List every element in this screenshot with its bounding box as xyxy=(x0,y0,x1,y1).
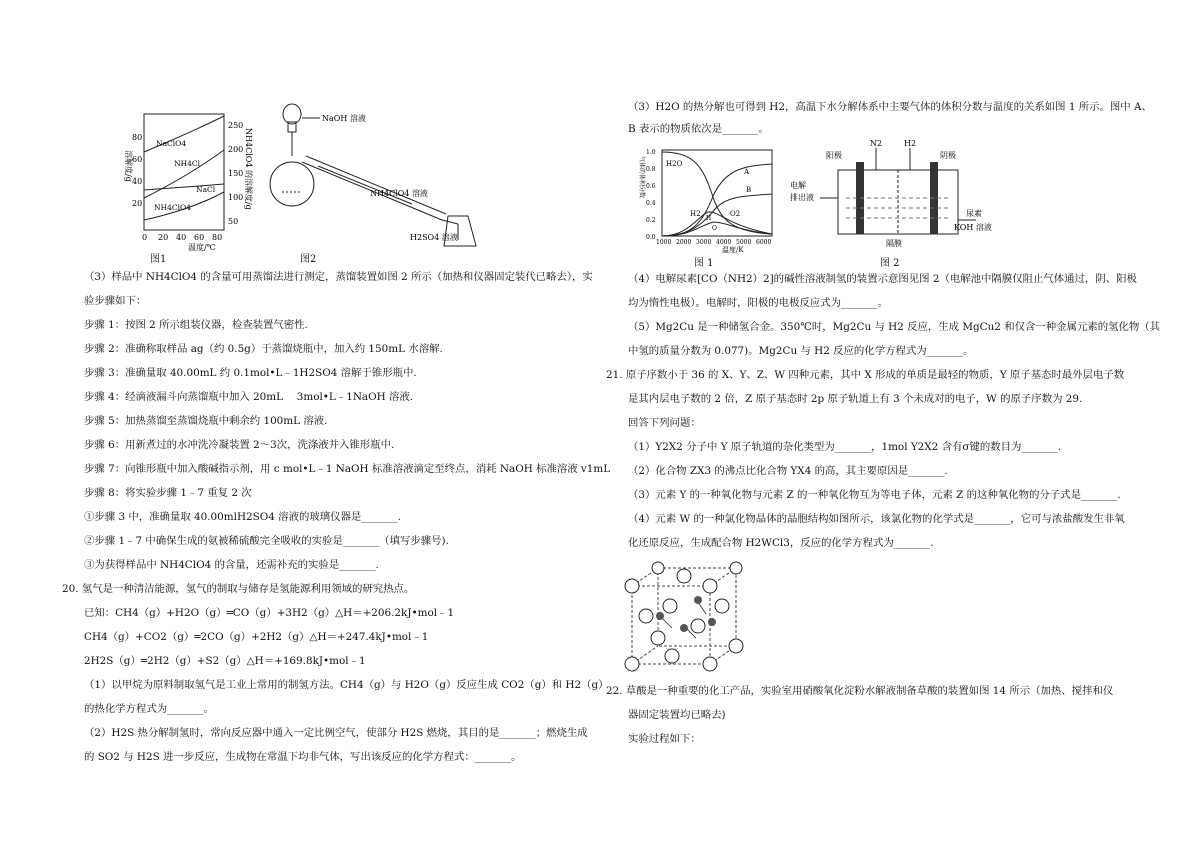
left-text-line: CH4（g）+CO2（g）═2CO（g）+2H2（g）△H＝+247.4kJ•mol﹣1 xyxy=(84,631,429,643)
curve-label: H2 xyxy=(690,210,701,218)
y-tick: 0.2 xyxy=(646,217,656,224)
left-text-line: 步骤 8：将实验步骤 1﹣7 重复 2 次 xyxy=(84,487,252,499)
h2so4-label: H2SO4 溶液 xyxy=(410,233,458,242)
left-text-line: （1）以甲烷为原料制取氢气是工业上常用的制氢方法。CH4（g）与 H2O（g）反应生成 CO2（g）和 H2（g） xyxy=(84,679,609,691)
left-text-line: 验步骤如下： xyxy=(84,295,147,307)
left-text-line: 步骤 4：经滴液漏斗向蒸馏瓶中加入 20mL 3mol•L﹣1NaOH 溶液. xyxy=(84,391,414,403)
anode-label: 阳极 xyxy=(826,151,842,160)
right-text-line: （3）元素 Y 的一种氧化物与元素 Z 的一种氧化物互为等电子体，元素 Z 的这种氧化物的分子式是_______. xyxy=(628,489,1121,501)
right-tick: 100 xyxy=(228,193,244,202)
x-tick: 5000 xyxy=(736,239,752,246)
right-tick: 50 xyxy=(228,217,239,226)
x-tick: 2000 xyxy=(676,239,692,246)
membrane-label: 隔膜 xyxy=(886,239,902,248)
x-tick: 60 xyxy=(194,233,205,242)
right-text-line: 实验过程如下： xyxy=(628,733,701,745)
x-tick: 4000 xyxy=(716,239,732,246)
figA-caption: 图 1 xyxy=(694,258,714,269)
right-text-line: （3）H2O 的热分解也可得到 H2，高温下水分解体系中主要气体的体积分数与温度的关系如图 1 所示。图中 A、 xyxy=(628,101,1152,113)
nh4clo4-label: NH4ClO4 溶液 xyxy=(370,189,428,198)
left-text-line: 步骤 7：向锥形瓶中加入酸碱指示剂，用 c mol•L﹣1 NaOH 标准溶液滴定至终点，消耗 NaOH 标准溶液 v1mL xyxy=(84,463,611,475)
y-label-left: 溶解度/g xyxy=(124,150,133,182)
right-tick: 200 xyxy=(228,145,244,154)
x-tick: 40 xyxy=(176,233,187,242)
y-tick: 0.4 xyxy=(646,200,656,207)
curve-label: NH4Cl xyxy=(174,159,201,168)
volume-fraction-chart xyxy=(632,144,782,254)
curve-label: NH4ClO4 xyxy=(154,203,191,212)
left-text-line: 步骤 5：加热蒸馏至蒸馏烧瓶中剩余约 100mL 溶液. xyxy=(84,415,328,427)
left-text-line: ①步骤 3 中，准确量取 40.00mlH2SO4 溶液的玻璃仪器是_______. xyxy=(84,511,401,523)
question-22-heading: 22. 草酸是一种重要的化工产品，实验室用硝酸氧化淀粉水解液制备草酸的装置如图 14 所示（加热、搅拌和仪 xyxy=(606,685,1114,697)
y-tick: 0.0 xyxy=(646,234,656,241)
right-text-line: 器固定装置均已略去) xyxy=(628,709,726,721)
right-column xyxy=(606,0,1161,848)
curve-label: A xyxy=(744,168,750,176)
right-text-line: （1）Y2X2 分子中 Y 原子轨道的杂化类型为_______，1mol Y2X2 含有σ键的数目为_______. xyxy=(628,441,1062,453)
outflow-label: 排出液 xyxy=(790,193,814,202)
right-tick: 250 xyxy=(228,121,244,130)
curve-label: H2O xyxy=(666,160,683,168)
y-tick: 1.0 xyxy=(646,149,656,156)
left-tick: 20 xyxy=(132,199,143,208)
solubility-chart xyxy=(92,110,252,250)
x-tick: 80 xyxy=(212,233,223,242)
curve-b xyxy=(662,194,772,236)
left-text-line: 步骤 3：准确量取 40.00mL 约 0.1mol•L﹣1H2SO4 溶解于锥形瓶中. xyxy=(84,367,417,379)
figB-caption: 图 2 xyxy=(880,258,900,269)
naoh-label: NaOH 溶液 xyxy=(322,114,366,123)
right-tick: 150 xyxy=(228,169,244,178)
y-tick: 0.8 xyxy=(646,166,656,173)
curve-a xyxy=(662,164,772,236)
curve-label: NaCl xyxy=(196,185,216,194)
right-text-line: 化还原反应，生成配合物 H2WCl3，反应的化学方程式为_______. xyxy=(628,537,934,549)
left-text-line: 的热化学方程式为_______。 xyxy=(84,703,214,715)
left-text-line: ③为获得样品中 NH4ClO4 的含量，还需补充的实验是_______. xyxy=(84,559,379,571)
left-text-line: 步骤 1：按图 2 所示组装仪器，检查装置气密性. xyxy=(84,319,308,331)
left-text-line: 2H2S（g）═2H2（g）+S2（g）△H＝+169.8kJ•mol﹣1 xyxy=(84,655,366,667)
x-label: 温度/K xyxy=(722,246,744,254)
outflow-label: 电解 xyxy=(790,181,806,190)
left-text-line: （3）样品中 NH4ClO4 的含量可用蒸馏法进行测定，蒸馏装置如图 2 所示（加热和仪器固定装代已略去），实 xyxy=(84,271,593,283)
y-label-right: NH4ClO4 的溶解度/g xyxy=(244,128,253,210)
n2-label: N2 xyxy=(870,139,883,148)
cathode-label: 阴极 xyxy=(940,151,956,160)
h2-label: H2 xyxy=(904,139,917,148)
left-text-line: 步骤 2：准确称取样品 ag（约 0.5g）于蒸馏烧瓶中，加入约 150mL 水溶解. xyxy=(84,343,443,355)
right-text-line: 回答下列问题： xyxy=(628,417,701,429)
right-text-line: B 表示的物质依次是_______。 xyxy=(628,123,769,135)
x-tick: 0 xyxy=(142,233,148,242)
left-tick: 80 xyxy=(132,133,143,142)
curve-label: B xyxy=(746,186,752,194)
x-tick: 3000 xyxy=(696,239,712,246)
right-text-line: 中氢的质量分数为 0.077)。Mg2Cu 与 H2 反应的化学方程式为_______。 xyxy=(628,345,974,357)
curve-label: O2 xyxy=(730,210,741,218)
distillation-apparatus xyxy=(262,96,502,254)
left-text-line: （2）H2S 热分解制氢时，常向反应器中通入一定比例空气，使部分 H2S 燃烧，其目的是_______；燃烧生成 xyxy=(84,727,588,739)
curve-label: NaClO4 xyxy=(156,139,187,148)
fig2-caption: 图2 xyxy=(300,254,317,265)
x-tick: 20 xyxy=(158,233,169,242)
right-text-line: 是其内层电子数的 2 倍，Z 原子基态时 2p 原子轨道上有 3 个未成对的电子，W 的原子序数为 29. xyxy=(628,393,1083,405)
right-text-line: 均为惰性电极）。电解时，阳极的电极反应式为_______。 xyxy=(628,297,888,309)
inflow-label: 尿素 xyxy=(966,209,982,218)
question-21-heading: 21. 原子序数小于 36 的 X、Y、Z、W 四种元素，其中 X 形成的单质是最轻的物质，Y 原子基态时最外层电子数 xyxy=(606,369,1125,381)
right-text-line: （2）化合物 ZX3 的沸点比化合物 YX4 的高，其主要原因是_______. xyxy=(628,465,948,477)
electrolysis-cell xyxy=(790,138,1010,258)
left-text-line: 步骤 6：用新煮过的水冲洗冷凝装置 2～3次，洗涤液并入锥形瓶中. xyxy=(84,439,395,451)
y-tick: 0.6 xyxy=(646,183,656,190)
x-label: 温度/℃ xyxy=(188,243,216,252)
right-text-line: （4）电解尿素[CO（NH2）2]的碱性溶液制氢的装置示意图见图 2（电解池中隔膜仅阻止气体通过，阴、阳极 xyxy=(628,273,1137,285)
left-tick: 60 xyxy=(132,155,143,164)
right-text-line: （5）Mg2Cu 是一种储氢合金。350℃时，Mg2Cu 与 H2 反应，生成 MgCu2 和仅含一种金属元素的氢化物（其 xyxy=(628,321,1161,333)
x-tick: 1000 xyxy=(656,239,672,246)
curve-label: H xyxy=(706,215,712,222)
left-text-line: ②步骤 1﹣7 中确保生成的氨被稀硫酸完全吸收的实验是_______（填写步骤号). xyxy=(84,535,449,547)
question-20-heading: 20. 氢气是一种清洁能源，氢气的制取与储存是氢能源利用领域的研究热点。 xyxy=(62,583,415,595)
left-text-line: 的 SO2 与 H2S 进一步反应，生成物在常温下均非气体，写出该反应的化学方程式：_______。 xyxy=(84,751,522,763)
x-tick: 6000 xyxy=(756,239,772,246)
y-label: 气体的体积分数 xyxy=(638,156,645,199)
right-text-line: （4）元素 W 的一种氯化物晶体的晶胞结构如图所示，该氯化物的化学式是_______，它可与浓盐酸发生非氧 xyxy=(628,513,1125,525)
fig1-caption: 图1 xyxy=(150,254,167,265)
unit-cell-diagram xyxy=(622,562,752,674)
left-tick: 40 xyxy=(132,177,143,186)
curve-label: O xyxy=(712,225,717,232)
left-text-line: 已知：CH4（g）+H2O（g）═CO（g）+3H2（g）△H＝+206.2kJ•mol﹣1 xyxy=(84,607,455,619)
left-column xyxy=(62,0,611,848)
inflow-label: KOH 溶液 xyxy=(954,223,992,232)
